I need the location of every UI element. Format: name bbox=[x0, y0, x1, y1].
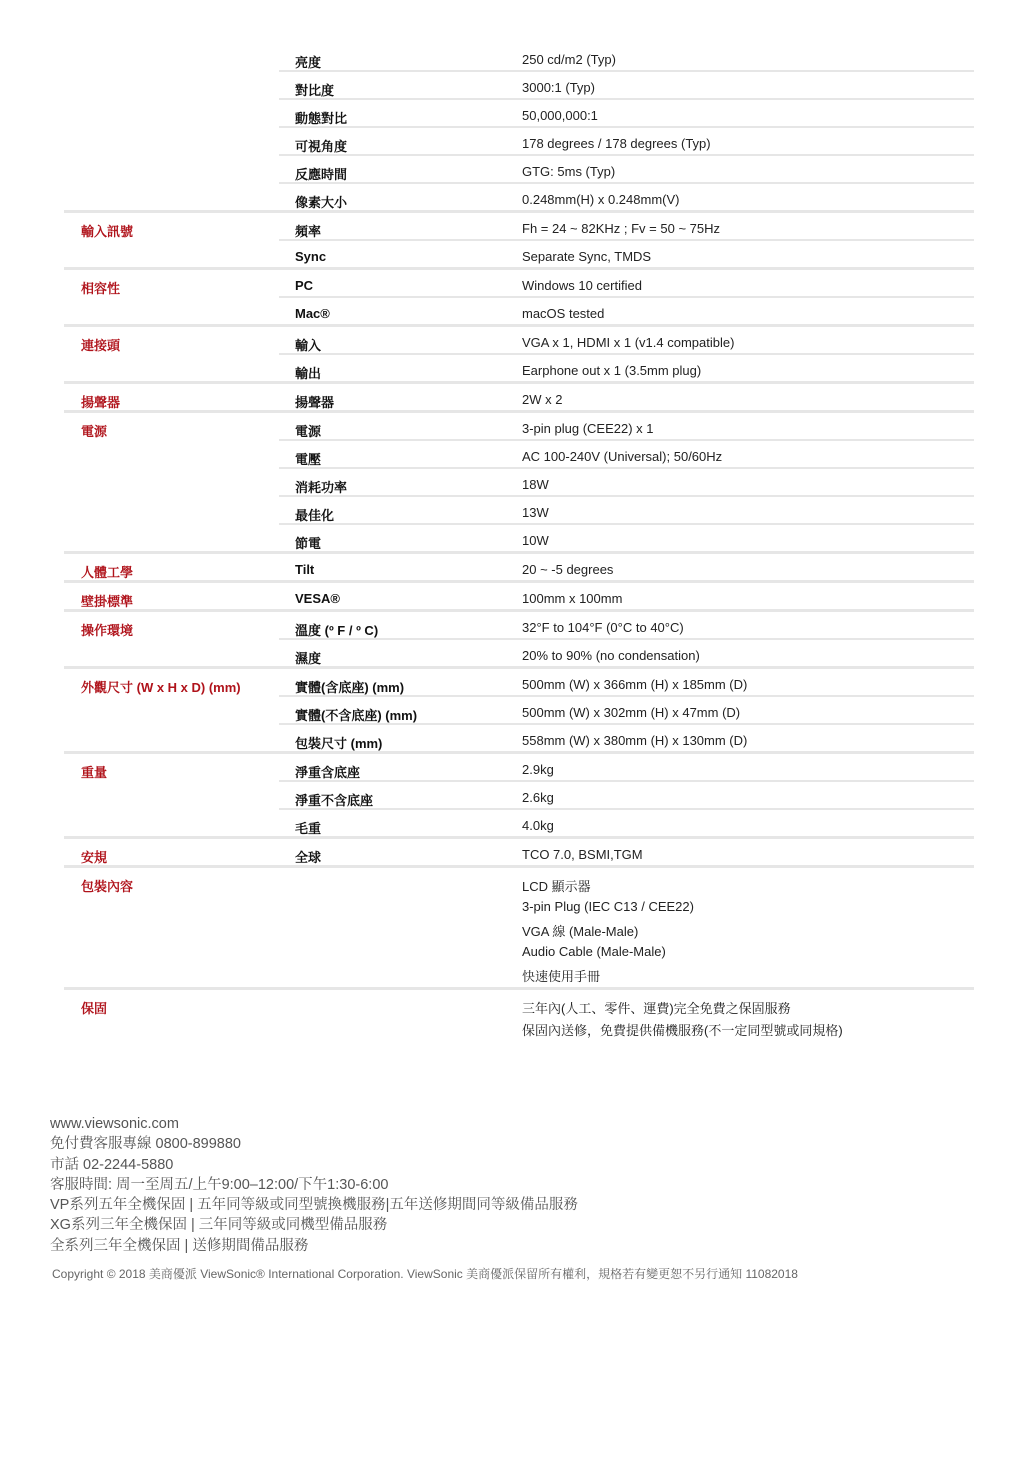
spec-table bbox=[64, 44, 974, 1041]
spec-category: 連接頭 bbox=[81, 338, 121, 353]
spec-group bbox=[64, 583, 974, 612]
spec-value: 10W bbox=[522, 533, 549, 548]
website-link[interactable]: www.viewsonic.com bbox=[50, 1116, 179, 1132]
warranty-line bbox=[279, 1014, 974, 1037]
spec-value: 178 degrees / 178 degrees (Typ) bbox=[522, 136, 711, 151]
spec-label: 輸出 bbox=[295, 366, 322, 381]
spec-value: 3-pin Plug (IEC C13 / CEE22) bbox=[522, 898, 694, 914]
spec-category: 包裝內容 bbox=[81, 879, 134, 894]
spec-group bbox=[64, 612, 974, 669]
spec-category: 重量 bbox=[81, 765, 108, 780]
spec-group bbox=[64, 839, 974, 868]
spec-value: 3000:1 (Typ) bbox=[522, 80, 595, 95]
spec-value: 500mm (W) x 366mm (H) x 185mm (D) bbox=[522, 677, 748, 692]
spec-value: 保固內送修，免費提供備機服務(不一定同型號或同規格) bbox=[522, 1023, 843, 1038]
spec-row bbox=[279, 497, 974, 525]
spec-value: VGA x 1, HDMI x 1 (v1.4 compatible) bbox=[522, 335, 735, 350]
spec-row bbox=[279, 298, 974, 324]
spec-row bbox=[279, 554, 974, 580]
spec-group bbox=[64, 413, 974, 554]
spec-row bbox=[279, 669, 974, 697]
spec-row bbox=[279, 241, 974, 267]
spec-category: 人體工學 bbox=[81, 565, 134, 580]
spec-row bbox=[279, 441, 974, 469]
warranty-line bbox=[279, 992, 974, 1015]
spec-category: 安規 bbox=[81, 850, 108, 865]
spec-row bbox=[279, 156, 974, 184]
spec-label: 輸入 bbox=[295, 338, 322, 353]
spec-value: 50,000,000:1 bbox=[522, 108, 598, 123]
spec-label: 對比度 bbox=[295, 83, 335, 98]
spec-label: 淨重含底座 bbox=[295, 765, 361, 780]
spec-group bbox=[64, 754, 974, 839]
spec-row bbox=[279, 44, 974, 72]
footer-line: 免付費客服專線 0800-899880 bbox=[50, 1136, 241, 1153]
spec-value: macOS tested bbox=[522, 306, 605, 321]
spec-row bbox=[279, 413, 974, 441]
spec-label: 包裝尺寸 (mm) bbox=[295, 736, 383, 751]
spec-label: 節電 bbox=[295, 536, 322, 551]
spec-row bbox=[279, 213, 974, 241]
spec-value: 0.248mm(H) x 0.248mm(V) bbox=[522, 192, 680, 207]
spec-row bbox=[279, 184, 974, 210]
spec-value: 13W bbox=[522, 505, 549, 520]
spec-row bbox=[279, 612, 974, 640]
spec-value: AC 100-240V (Universal); 50/60Hz bbox=[522, 449, 723, 464]
spec-label: 亮度 bbox=[295, 55, 322, 70]
spec-group bbox=[64, 384, 974, 413]
spec-category: 外觀尺寸 (W x H x D) (mm) bbox=[81, 680, 241, 695]
spec-value: GTG: 5ms (Typ) bbox=[522, 164, 616, 179]
spec-value: 快速使用手冊 bbox=[522, 969, 601, 984]
footer-line: 市話 02-2244-5880 bbox=[50, 1156, 174, 1173]
spec-label: 像素大小 bbox=[295, 195, 348, 210]
package-line bbox=[279, 893, 974, 916]
spec-row bbox=[279, 469, 974, 497]
spec-label: 全球 bbox=[295, 850, 322, 865]
package-line bbox=[279, 915, 974, 938]
spec-value: LCD 顯示器 bbox=[522, 879, 591, 894]
spec-category: 電源 bbox=[81, 424, 108, 439]
spec-label: 實體(不含底座) (mm) bbox=[295, 708, 418, 723]
spec-category: 相容性 bbox=[81, 281, 121, 296]
spec-value: Earphone out x 1 (3.5mm plug) bbox=[522, 363, 702, 378]
package-line bbox=[279, 870, 974, 893]
spec-value: TCO 7.0, BSMI,TGM bbox=[522, 847, 643, 862]
spec-label: 電壓 bbox=[295, 452, 322, 467]
spec-value: 558mm (W) x 380mm (H) x 130mm (D) bbox=[522, 733, 748, 748]
spec-label: 揚聲器 bbox=[295, 395, 335, 410]
spec-label: 可視角度 bbox=[295, 139, 348, 154]
spec-row bbox=[279, 725, 974, 751]
spec-label: PC bbox=[295, 278, 314, 293]
spec-value: Separate Sync, TMDS bbox=[522, 249, 652, 264]
spec-category: 揚聲器 bbox=[81, 395, 121, 410]
spec-value: Windows 10 certified bbox=[522, 278, 642, 293]
spec-label: Sync bbox=[295, 249, 327, 264]
spec-row bbox=[279, 697, 974, 725]
package-line bbox=[279, 960, 974, 983]
spec-value: 32°F to 104°F (0°C to 40°C) bbox=[522, 620, 684, 635]
spec-value: 三年內(人工、零件、運費)完全免費之保固服務 bbox=[522, 1000, 791, 1016]
spec-category: 操作環境 bbox=[81, 623, 134, 638]
spec-label: 消耗功率 bbox=[295, 480, 348, 495]
warranty-group bbox=[64, 990, 974, 1041]
spec-category: 輸入訊號 bbox=[81, 224, 134, 239]
spec-row bbox=[279, 640, 974, 666]
spec-group bbox=[64, 669, 974, 754]
footer-line: VP系列五年全機保固 | 五年同等級或同型號換機服務|五年送修期間同等級備品服務 bbox=[50, 1197, 578, 1214]
copyright: Copyright © 2018 美商優派 ViewSonic® International Corporation. ViewSonic 美商優派保留所有權利，規格若有變更恕不另行通知 11082018 bbox=[52, 1267, 798, 1281]
spec-value: 2.9kg bbox=[522, 762, 554, 777]
spec-value: 2.6kg bbox=[522, 790, 554, 805]
spec-label: 動態對比 bbox=[295, 111, 348, 126]
spec-row bbox=[279, 754, 974, 782]
spec-category: 壁掛標準 bbox=[81, 594, 134, 609]
spec-value: 4.0kg bbox=[522, 818, 554, 833]
spec-value: 20% to 90% (no condensation) bbox=[522, 648, 700, 663]
spec-value: 500mm (W) x 302mm (H) x 47mm (D) bbox=[522, 705, 741, 720]
spec-value: 2W x 2 bbox=[522, 392, 563, 407]
spec-label: VESA® bbox=[295, 591, 340, 606]
spec-label: Tilt bbox=[295, 562, 315, 577]
spec-group bbox=[64, 213, 974, 270]
spec-label: 毛重 bbox=[295, 821, 322, 836]
spec-value: 20 ~ -5 degrees bbox=[522, 562, 614, 577]
spec-row bbox=[279, 100, 974, 128]
spec-row bbox=[279, 128, 974, 156]
spec-value: 3-pin plug (CEE22) x 1 bbox=[522, 421, 654, 436]
spec-label: 反應時間 bbox=[295, 167, 348, 182]
spec-row bbox=[279, 810, 974, 836]
footer-line: 全系列三年全機保固 | 送修期間備品服務 bbox=[50, 1237, 309, 1254]
spec-label: Mac® bbox=[295, 306, 330, 321]
spec-category: 保固 bbox=[81, 1000, 108, 1016]
spec-row bbox=[279, 583, 974, 609]
spec-value: Fh = 24 ~ 82KHz ; Fv = 50 ~ 75Hz bbox=[522, 221, 720, 236]
spec-group bbox=[64, 327, 974, 384]
spec-label: 頻率 bbox=[295, 224, 322, 239]
spec-label: 最佳化 bbox=[295, 508, 335, 523]
footer-line: XG系列三年全機保固 | 三年同等級或同機型備品服務 bbox=[50, 1217, 388, 1234]
spec-label: 實體(含底座) (mm) bbox=[295, 680, 405, 695]
spec-label: 濕度 bbox=[295, 651, 322, 666]
spec-row bbox=[279, 327, 974, 355]
spec-row bbox=[279, 72, 974, 100]
spec-row bbox=[279, 839, 974, 865]
spec-group bbox=[64, 44, 974, 213]
spec-value: 18W bbox=[522, 477, 549, 492]
spec-label: 淨重不含底座 bbox=[295, 793, 374, 808]
spec-value: VGA 線 (Male-Male) bbox=[522, 924, 639, 939]
spec-value: 250 cd/m2 (Typ) bbox=[522, 52, 616, 67]
spec-group bbox=[64, 270, 974, 327]
spec-value: 100mm x 100mm bbox=[522, 591, 623, 606]
spec-group bbox=[64, 554, 974, 583]
footer bbox=[50, 1114, 578, 1256]
spec-label: 電源 bbox=[295, 424, 322, 439]
footer-line: 客服時間: 周一至周五/上午9:00–12:00/下午1:30-6:00 bbox=[50, 1176, 389, 1193]
spec-row bbox=[279, 525, 974, 551]
package-line bbox=[279, 938, 974, 961]
package-group bbox=[64, 868, 974, 990]
spec-row bbox=[279, 782, 974, 810]
spec-label: 溫度 (º F / º C) bbox=[295, 623, 379, 638]
spec-value: Audio Cable (Male-Male) bbox=[522, 943, 666, 959]
spec-row bbox=[279, 270, 974, 298]
spec-row bbox=[279, 355, 974, 381]
spec-row bbox=[279, 384, 974, 410]
